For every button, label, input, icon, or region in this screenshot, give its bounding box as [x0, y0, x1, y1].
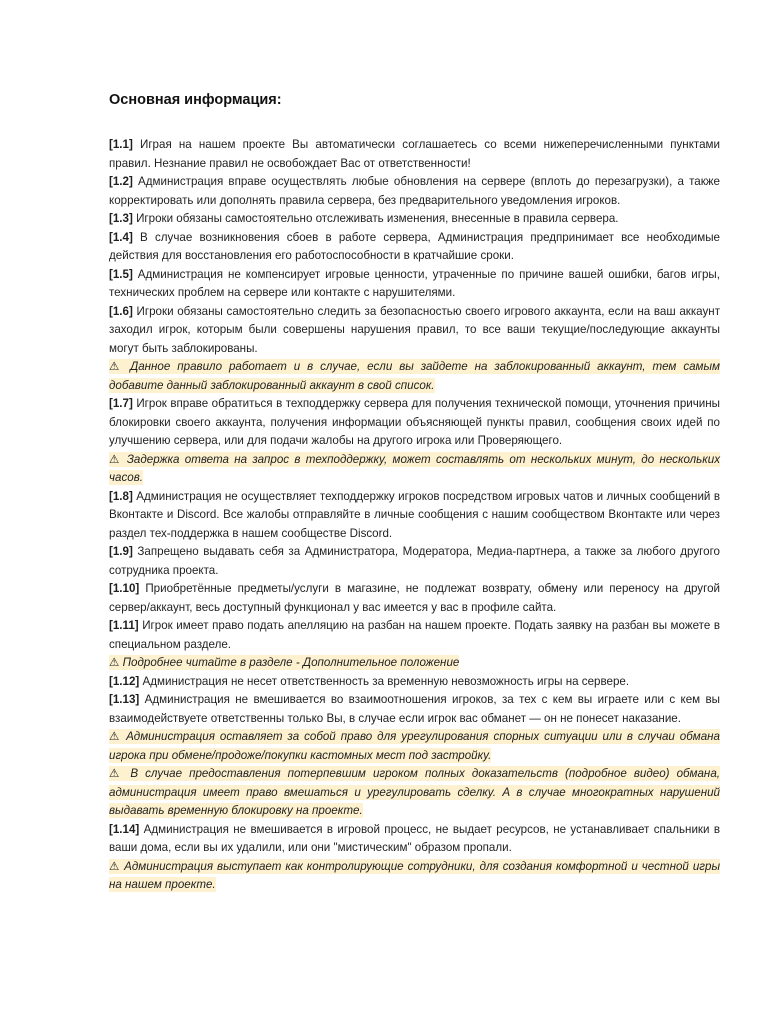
rule-text: Запрещено выдавать себя за Администратора, Модератора, Медиа-партнера, а также за любого другого сотрудника проекта.	[109, 545, 720, 577]
warning-icon: ⚠	[109, 656, 120, 669]
rule-item	[109, 266, 720, 303]
rule-item	[109, 673, 720, 692]
warning-text: Задержка ответа на запрос в техподдержку, может составлять от нескольких минут, до нескольких часов.	[109, 452, 720, 484]
rule-number: [1.12]	[109, 674, 140, 688]
rule-number: [1.13]	[109, 693, 140, 706]
rule-text: Администрация не несет ответственность за временную невозможность игры на сервере.	[139, 674, 630, 688]
rule-item	[109, 395, 720, 451]
rule-number: [1.7]	[109, 397, 133, 410]
warning-highlight	[109, 452, 720, 486]
warning-highlight	[109, 359, 720, 393]
rule-text: Администрация не осуществляет техподдержку игроков посредством игровых чатов и личных сообщений в Вконтакте и Discord. Все жалобы отправляйте в личные сообщения с нашим сообществом Вконтакте или через раздел тех-поддержка в нашем сообществе Discord.	[109, 489, 720, 540]
rule-number: [1.8]	[109, 489, 133, 503]
rule-text: Приобретённые предметы/услуги в магазине, не подлежат возврату, обмену или переносу на другой сервер/аккаунт, весь доступный функционал у вас имеется у вас в профиле сайта.	[109, 582, 720, 614]
rule-number: [1.6]	[109, 304, 133, 318]
warning-highlight	[109, 729, 720, 763]
rule-text: Игрок имеет право подать апелляцию на разбан на нашем проекте. Подать заявку на разбан вы можете в специальном разделе.	[109, 619, 720, 651]
rule-text: Администрация не вмешивается во взаимоотношения игроков, за тех с кем вы играете или с кем вы взаимодействуете ответственны только Вы, в случае если игрок вас обманет — он не понесет наказание.	[109, 693, 720, 725]
warning-text: Администрация оставляет за собой право для урегулирования спорных ситуации или в случаи обмана игрока при обмене/продоже/покупки кастомных мест под застройку.	[109, 730, 720, 762]
rule-text: Игрок вправе обратиться в техподдержку сервера для получения технической помощи, уточнения причины блокировки своего аккаунта, получения информации объясняющей пункты правил, сообщения своих идей по улучшению сервера, или для подачи жалобы на другого игрока или Проверяющего.	[109, 397, 720, 447]
warning-icon: ⚠	[109, 859, 121, 873]
rule-text: Администрация вправе осуществлять любые обновления на сервере (вплоть до перезагрузки), а также корректировать или дополнять правила сервера, без предварительного уведомления игроков.	[109, 175, 720, 207]
rules-document	[109, 90, 720, 895]
rule-item	[109, 617, 720, 654]
warning-text: Подробнее читайте в разделе - Дополнительное положение	[119, 656, 460, 669]
rule-number: [1.9]	[109, 545, 133, 558]
warning-note	[109, 358, 720, 395]
rule-text: Игроки обязаны самостоятельно отслеживать изменения, внесенные в правила сервера.	[132, 212, 619, 225]
rule-item	[109, 488, 720, 544]
rule-item	[109, 580, 720, 617]
warning-text: В случае предоставления потерпевшим игроком полных доказательств (подробное видео) обмана, администрация имеет право вмешаться и урегулировать сделку. А в случае многократных нарушений выдавать временную блокировку на проекте.	[109, 767, 720, 817]
warning-highlight	[109, 766, 720, 818]
rule-number: [1.11]	[109, 619, 139, 632]
rule-item	[109, 691, 720, 728]
rule-number: [1.10]	[109, 582, 140, 595]
warning-icon: ⚠	[109, 730, 122, 743]
rule-item	[109, 303, 720, 359]
rules-list	[109, 136, 720, 895]
warning-note	[109, 654, 720, 673]
rule-number: [1.5]	[109, 267, 133, 281]
section-title: Основная информация:	[109, 92, 282, 108]
rule-text: Играя на нашем проекте Вы автоматически соглашаетесь со всеми нижеперечисленными пунктами правил. Незнание правил не освобождает Вас от ответственности!	[109, 138, 720, 170]
warning-note	[109, 451, 720, 488]
rule-item	[109, 210, 720, 229]
rule-item	[109, 821, 720, 858]
warning-text: Данное правило работает и в случае, если вы зайдете на заблокированный аккаунт, тем самым добавите данный заблокированный аккаунт в свой список.	[109, 360, 720, 392]
rule-text: В случае возникновения сбоев в работе сервера, Администрация предпринимает все необходимые действия для восстановления его работоспособности в кратчайшие сроки.	[109, 230, 720, 262]
warning-icon: ⚠	[109, 767, 124, 780]
rule-number: [1.4]	[109, 230, 133, 244]
warning-note	[109, 728, 720, 765]
rule-text: Администрация не вмешивается в игровой процесс, не выдает ресурсов, не устанавливает спальники в ваши дома, если вы их удалили, или они "мистическим" образом пропали.	[109, 822, 720, 854]
warning-text: Администрация выступает как контролирующие сотрудники, для создания комфортной и честной игры на нашем проекте.	[109, 859, 720, 891]
rule-item	[109, 136, 720, 173]
rule-item	[109, 173, 720, 210]
warning-icon: ⚠	[109, 452, 122, 466]
rule-text: Игроки обязаны самостоятельно следить за безопасностью своего игрового аккаунта, если на ваш аккаунт заходил игрок, которым были совершены нарушения правил, то все ваши текущие/последующие аккаунты могут быть заблокированы.	[109, 304, 720, 355]
warning-note	[109, 765, 720, 821]
rule-number: [1.14]	[109, 822, 140, 836]
warning-note	[109, 858, 720, 895]
warning-highlight	[109, 859, 720, 893]
warning-icon: ⚠	[109, 360, 124, 373]
rule-number: [1.3]	[109, 212, 133, 225]
warning-highlight	[109, 655, 459, 670]
rule-item	[109, 229, 720, 266]
rule-number: [1.1]	[109, 138, 133, 151]
rule-item	[109, 543, 720, 580]
rule-text: Администрация не компенсирует игровые ценности, утраченные по причине вашей ошибки, багов игры, технических проблем на сервере или контакте с нарушителями.	[109, 267, 720, 299]
rule-number: [1.2]	[109, 175, 133, 188]
